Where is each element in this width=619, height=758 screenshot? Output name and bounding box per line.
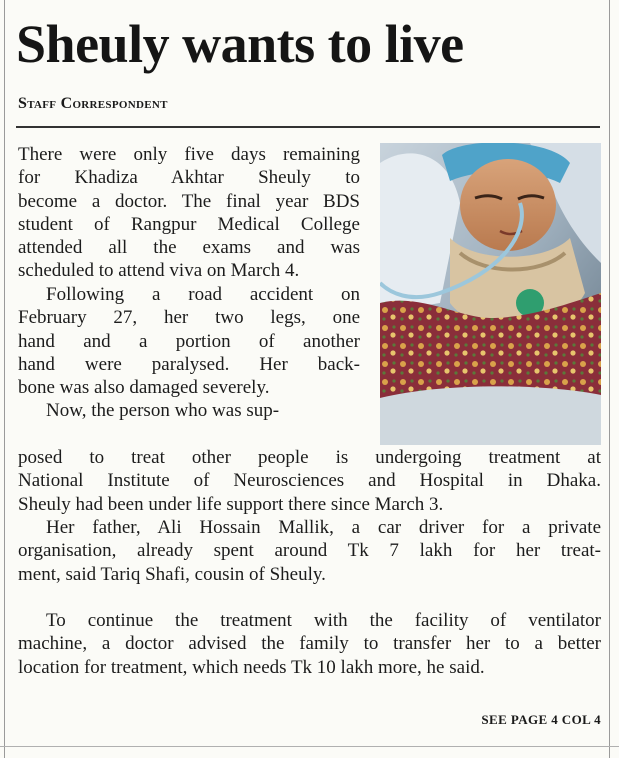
text-line: February 27, her two legs, one bbox=[18, 307, 360, 329]
text-line: posed to treat other people is undergoing treatment at bbox=[18, 447, 601, 468]
paragraph-4 bbox=[18, 516, 601, 586]
text-line: Following a road accident on bbox=[46, 284, 360, 305]
paragraph-3-start bbox=[18, 399, 360, 422]
text-line: machine, a doctor advised the family to transfer her to a better bbox=[18, 633, 601, 655]
text-line: become a doctor. The final year BDS bbox=[18, 190, 360, 212]
text-line: bone was also damaged severely. bbox=[18, 377, 270, 399]
article-photo bbox=[380, 143, 601, 445]
text-line: hand and a portion of another bbox=[18, 330, 360, 352]
text-line: To continue the treatment with the facility of ventilator bbox=[46, 610, 601, 631]
text-line: Sheuly had been under life support there since March 3. bbox=[18, 493, 444, 515]
text-line: for Khadiza Akhtar Sheuly to bbox=[18, 167, 360, 189]
text-line: student of Rangpur Medical College bbox=[18, 213, 360, 235]
text-line: hand were paralysed. Her back- bbox=[18, 353, 360, 375]
paragraph-3 bbox=[18, 446, 601, 516]
column-rule-right bbox=[609, 0, 610, 758]
text-line: Her father, Ali Hossain Mallik, a car driver for a private bbox=[46, 517, 601, 538]
byline-divider bbox=[16, 126, 600, 128]
paragraph-5 bbox=[18, 609, 601, 679]
text-line: scheduled to attend viva on March 4. bbox=[18, 260, 300, 282]
text-line: attended all the exams and was bbox=[18, 237, 360, 259]
column-rule-left bbox=[4, 0, 5, 758]
text-line: ment, said Tariq Shafi, cousin of Sheuly. bbox=[18, 563, 326, 585]
paragraph-1 bbox=[18, 143, 360, 283]
continuation-note: SEE PAGE 4 COL 4 bbox=[481, 712, 601, 727]
text-line: National Institute of Neurosciences and Hospital in Dhaka. bbox=[18, 470, 601, 492]
headline: Sheuly wants to live bbox=[16, 14, 464, 74]
text-line: There were only five days remaining bbox=[18, 144, 360, 165]
bottom-rule bbox=[0, 746, 619, 747]
paragraph-2 bbox=[18, 283, 360, 399]
text-line: Now, the person who was sup- bbox=[46, 400, 280, 421]
text-line: organisation, already spent around Tk 7 lakh for her treat- bbox=[18, 540, 601, 562]
text-line: location for treatment, which needs Tk 10 lakh more, he said. bbox=[18, 656, 485, 678]
byline: Staff Correspondent bbox=[18, 95, 168, 112]
